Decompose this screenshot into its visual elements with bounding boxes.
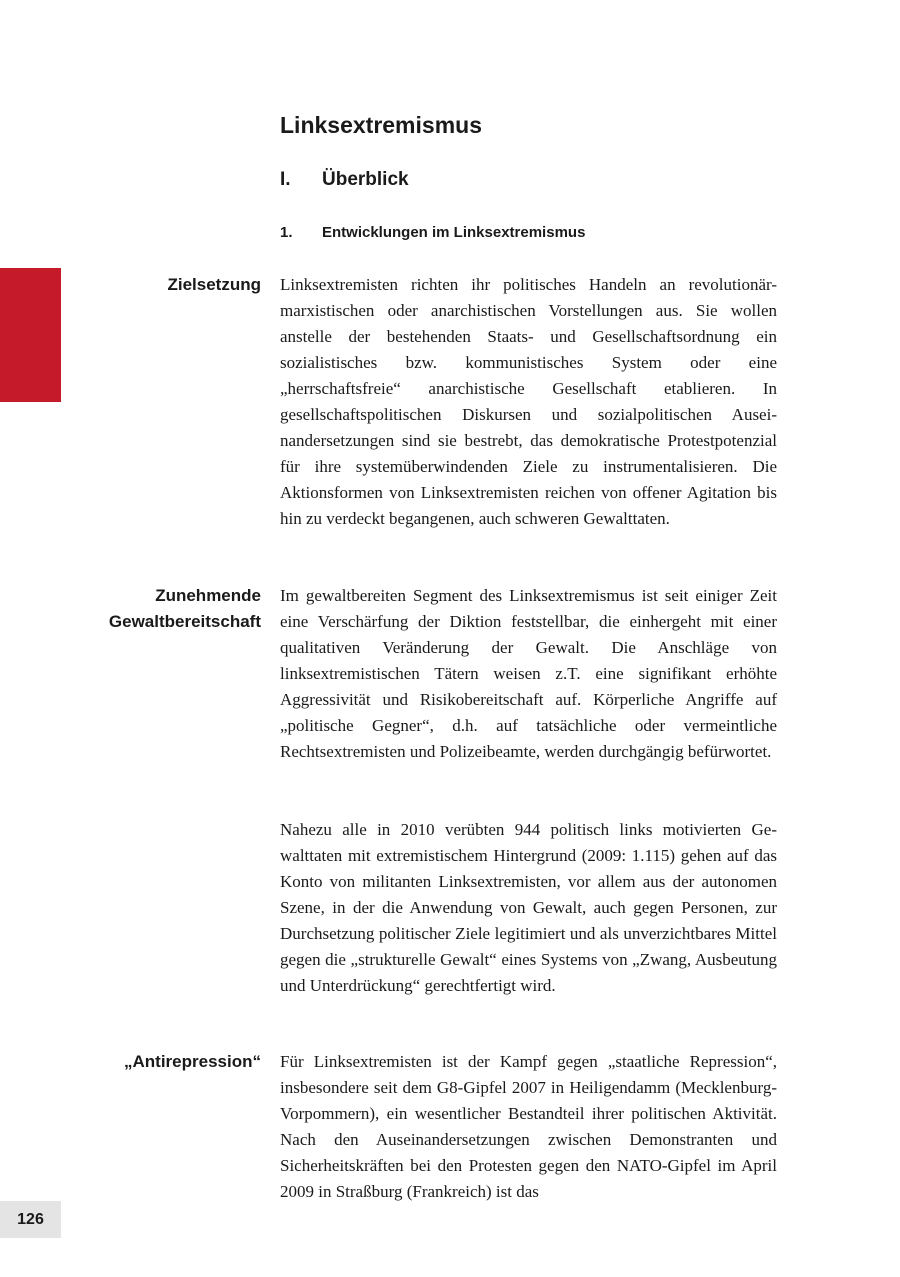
- subsection-heading: [280, 224, 585, 241]
- section-number: I.: [280, 169, 291, 190]
- margin-label-antirepression: „Antirepression“: [124, 1052, 261, 1071]
- margin-label-zielsetzung: Zielsetzung: [167, 275, 261, 294]
- paragraph-gewalttaten-2010: Nahezu alle in 2010 verübten 944 politisch links motivierten Gewalttaten mit extremistischem Hintergrund (2009: 1.115) gehen auf das Konto von militanten Linksextremisten, vor allem aus der autonomen Szene, in der die Anwendung von Gewalt, auch gegen Personen, zur Durchsetzung politischer Ziele legitimiert und als unverzichtbares Mittel gegen die „strukturelle Gewalt“ eines Systems von „Zwang, Ausbeutung und Unterdrückung“ gerechtfertigt wird.: [280, 820, 777, 995]
- subsection-title: Entwicklungen im Linksextremismus: [322, 224, 586, 241]
- section-heading: [280, 169, 409, 191]
- section-title: Überblick: [322, 169, 409, 190]
- paragraph-gewaltbereitschaft: Im gewaltbereiten Segment des Linksextremismus ist seit einiger Zeit eine Verschärfung der Diktion feststellbar, die einhergeht mit einer qualitativen Veränderung der Gewalt. Die Anschläge von linksextremistischen Tätern weisen z.T. eine signifikant erhöhte Aggressivität und Risikobereitschaft auf. Körperliche Angriffe auf „politische Gegner“, d.h. auf tatsächliche oder vermeintliche Rechtsextremisten und Polizeibeamte, werden durchgängig befürwortet.: [280, 586, 777, 761]
- margin-label-gewaltbereitschaft: Zunehmende Gewaltbereitschaft: [108, 586, 261, 631]
- subsection-number: 1.: [280, 224, 293, 241]
- paragraph-antirepression: Für Linksextremisten ist der Kampf gegen „staatliche Repression“, insbesondere seit dem G8-Gipfel 2007 in Heiligendamm (Mecklenburg-Vorpommern), ein wesentlicher Bestandteil ihrer politischen Aktivität. Nach den Auseinandersetzungen zwischen Demonstranten und Sicherheitskräften bei den Protesten gegen den NATO-Gipfel im April 2009 in Straßburg (Frankreich) ist das: [280, 1052, 777, 1201]
- chapter-marker-tab: [0, 268, 61, 402]
- page-number: 126: [0, 1201, 61, 1238]
- chapter-title: Linksextremismus: [280, 112, 482, 138]
- paragraph-zielsetzung: Linksextremisten richten ihr politisches Handeln an revolutionär-marxistischen oder anarchistischen Vorstellungen aus. Sie wollen anstelle der bestehenden Staats- und Gesellschaftsordnung ein sozialistisches bzw. kommunistisches System oder eine „herrschaftsfreie“ anarchistische Gesellschaft etablieren. In gesellschaftspolitischen Diskursen und sozialpolitischen Auseinandersetzungen sind sie bestrebt, das demokratische Protestpotenzial für ihre systemüberwindenden Ziele zu instrumentalisieren. Die Aktionsformen von Linksextremisten reichen von offener Agitation bis hin zu verdeckt begangenen, auch schweren Gewalttaten.: [280, 275, 777, 528]
